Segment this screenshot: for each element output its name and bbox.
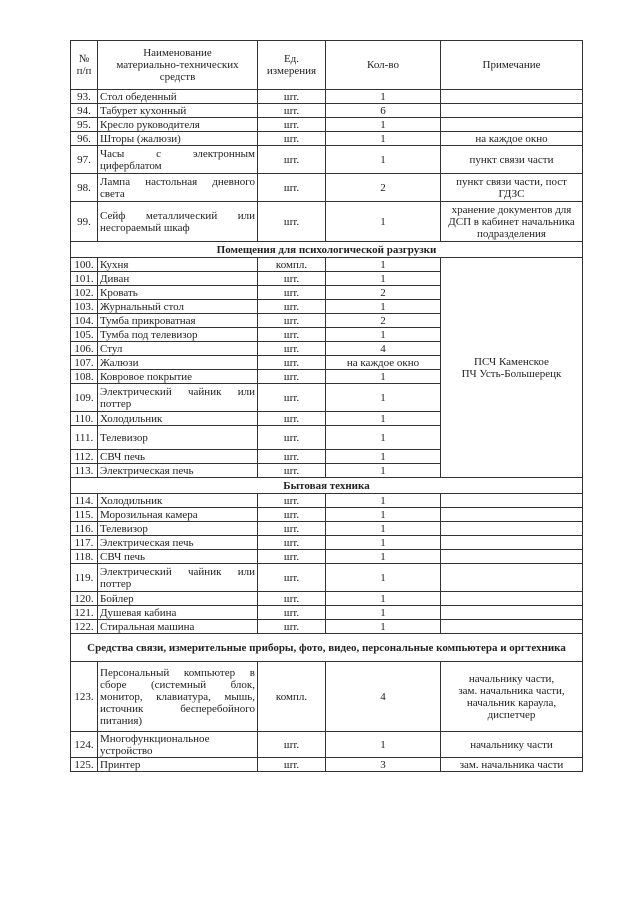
row-number: 111.: [71, 426, 98, 450]
table-header-row: [71, 41, 583, 90]
row-number: 121.: [71, 606, 98, 620]
equipment-table: [70, 40, 583, 772]
item-quantity: 1: [326, 732, 441, 758]
document-page: [70, 40, 582, 772]
item-note: [441, 606, 583, 620]
table-row: [71, 132, 583, 146]
item-quantity: 1: [326, 132, 441, 146]
item-name: Кровать: [98, 286, 258, 300]
row-number: 102.: [71, 286, 98, 300]
table-row: [71, 202, 583, 242]
item-unit: шт.: [258, 90, 326, 104]
item-quantity: 1: [326, 258, 441, 272]
row-number: 96.: [71, 132, 98, 146]
row-number: 100.: [71, 258, 98, 272]
row-number: 115.: [71, 508, 98, 522]
row-number: 103.: [71, 300, 98, 314]
item-unit: шт.: [258, 550, 326, 564]
section-row: [71, 242, 583, 258]
table-row: [71, 508, 583, 522]
section-title: Средства связи, измерительные приборы, фото, видео, персональные компьютера и оргтехника: [71, 634, 583, 662]
row-number: 119.: [71, 564, 98, 592]
row-number: 106.: [71, 342, 98, 356]
item-unit: шт.: [258, 758, 326, 772]
row-number: 110.: [71, 412, 98, 426]
item-note: ПСЧ Каменское ПЧ Усть-Большерецк: [441, 258, 583, 478]
table-row: [71, 758, 583, 772]
table-body: [71, 90, 583, 772]
item-quantity: 1: [326, 412, 441, 426]
item-note: [441, 508, 583, 522]
header-qty: Кол-во: [326, 41, 441, 90]
item-quantity: 1: [326, 300, 441, 314]
item-name: Тумба под телевизор: [98, 328, 258, 342]
item-name: Электрический чайник или поттер: [98, 564, 258, 592]
item-quantity: 6: [326, 104, 441, 118]
item-note: хранение документов для ДСП в кабинет начальника подразделения: [441, 202, 583, 242]
item-quantity: на каждое окно: [326, 356, 441, 370]
row-number: 123.: [71, 662, 98, 732]
item-name: Электрическая печь: [98, 464, 258, 478]
item-name: Тумба прикроватная: [98, 314, 258, 328]
item-unit: шт.: [258, 732, 326, 758]
item-unit: шт.: [258, 174, 326, 202]
row-number: 95.: [71, 118, 98, 132]
item-quantity: 1: [326, 494, 441, 508]
item-name: Табурет кухонный: [98, 104, 258, 118]
item-name: Бойлер: [98, 592, 258, 606]
item-quantity: 1: [326, 450, 441, 464]
row-number: 114.: [71, 494, 98, 508]
item-name: Холодильник: [98, 494, 258, 508]
item-quantity: 2: [326, 174, 441, 202]
item-note: [441, 104, 583, 118]
table-row: [71, 146, 583, 174]
item-unit: шт.: [258, 592, 326, 606]
row-number: 104.: [71, 314, 98, 328]
row-number: 120.: [71, 592, 98, 606]
row-number: 108.: [71, 370, 98, 384]
item-quantity: 1: [326, 384, 441, 412]
item-quantity: 1: [326, 272, 441, 286]
table-row: [71, 564, 583, 592]
item-note: [441, 522, 583, 536]
item-unit: шт.: [258, 564, 326, 592]
item-quantity: 1: [326, 620, 441, 634]
item-name: Кресло руководителя: [98, 118, 258, 132]
item-unit: компл.: [258, 662, 326, 732]
item-quantity: 1: [326, 146, 441, 174]
table-row: [71, 592, 583, 606]
item-quantity: 2: [326, 286, 441, 300]
item-unit: шт.: [258, 118, 326, 132]
row-number: 109.: [71, 384, 98, 412]
item-unit: шт.: [258, 522, 326, 536]
item-note: [441, 118, 583, 132]
section-row: [71, 478, 583, 494]
item-unit: шт.: [258, 370, 326, 384]
item-name: Шторы (жалюзи): [98, 132, 258, 146]
table-row: [71, 174, 583, 202]
section-title: Помещения для психологической разгрузки: [71, 242, 583, 258]
row-number: 94.: [71, 104, 98, 118]
item-unit: шт.: [258, 272, 326, 286]
item-unit: шт.: [258, 384, 326, 412]
item-quantity: 1: [326, 328, 441, 342]
item-unit: шт.: [258, 426, 326, 450]
item-quantity: 1: [326, 118, 441, 132]
item-unit: шт.: [258, 412, 326, 426]
item-name: Сейф металлический или несгораемый шкаф: [98, 202, 258, 242]
item-note: пункт связи части: [441, 146, 583, 174]
item-name: Принтер: [98, 758, 258, 772]
row-number: 97.: [71, 146, 98, 174]
item-name: Стол обеденный: [98, 90, 258, 104]
item-name: Холодильник: [98, 412, 258, 426]
item-name: Электрический чайник или поттер: [98, 384, 258, 412]
table-row: [71, 536, 583, 550]
item-quantity: 1: [326, 370, 441, 384]
item-name: Часы с электронным циферблатом: [98, 146, 258, 174]
row-number: 118.: [71, 550, 98, 564]
item-unit: шт.: [258, 104, 326, 118]
item-unit: шт.: [258, 620, 326, 634]
item-name: СВЧ печь: [98, 550, 258, 564]
item-unit: шт.: [258, 342, 326, 356]
table-row: [71, 550, 583, 564]
item-unit: шт.: [258, 132, 326, 146]
item-unit: шт.: [258, 314, 326, 328]
item-unit: шт.: [258, 606, 326, 620]
table-row: [71, 522, 583, 536]
item-name: Лампа настольная дневного света: [98, 174, 258, 202]
table-row: [71, 662, 583, 732]
row-number: 116.: [71, 522, 98, 536]
item-unit: шт.: [258, 464, 326, 478]
item-name: Диван: [98, 272, 258, 286]
item-name: Жалюзи: [98, 356, 258, 370]
item-name: Персональный компьютер в сборе (системный блок, монитор, клавиатура, мышь, источник бесперебойного питания): [98, 662, 258, 732]
row-number: 124.: [71, 732, 98, 758]
item-quantity: 1: [326, 592, 441, 606]
row-number: 99.: [71, 202, 98, 242]
item-name: Телевизор: [98, 522, 258, 536]
table-row: [71, 90, 583, 104]
header-name: Наименование материально-технических средств: [98, 41, 258, 90]
item-note: на каждое окно: [441, 132, 583, 146]
row-number: 93.: [71, 90, 98, 104]
item-note: пункт связи части, пост ГДЗС: [441, 174, 583, 202]
table-row: [71, 620, 583, 634]
item-quantity: 1: [326, 202, 441, 242]
item-note: [441, 494, 583, 508]
item-name: Телевизор: [98, 426, 258, 450]
item-note: зам. начальника части: [441, 758, 583, 772]
row-number: 105.: [71, 328, 98, 342]
item-unit: компл.: [258, 258, 326, 272]
item-unit: шт.: [258, 508, 326, 522]
header-unit: Ед. измерения: [258, 41, 326, 90]
item-note: [441, 564, 583, 592]
section-title: Бытовая техника: [71, 478, 583, 494]
item-unit: шт.: [258, 328, 326, 342]
item-quantity: 1: [326, 508, 441, 522]
item-note: [441, 550, 583, 564]
row-number: 98.: [71, 174, 98, 202]
table-row: [71, 606, 583, 620]
row-number: 107.: [71, 356, 98, 370]
item-name: СВЧ печь: [98, 450, 258, 464]
item-quantity: 1: [326, 464, 441, 478]
item-name: Морозильная камера: [98, 508, 258, 522]
item-note: [441, 620, 583, 634]
row-number: 113.: [71, 464, 98, 478]
table-row: [71, 118, 583, 132]
item-note: начальнику части: [441, 732, 583, 758]
item-unit: шт.: [258, 286, 326, 300]
item-unit: шт.: [258, 146, 326, 174]
row-number: 101.: [71, 272, 98, 286]
item-name: Журнальный стол: [98, 300, 258, 314]
row-number: 125.: [71, 758, 98, 772]
item-unit: шт.: [258, 202, 326, 242]
item-quantity: 1: [326, 606, 441, 620]
item-quantity: 4: [326, 342, 441, 356]
item-note: [441, 90, 583, 104]
item-quantity: 2: [326, 314, 441, 328]
item-name: Многофункциональное устройство: [98, 732, 258, 758]
item-unit: шт.: [258, 494, 326, 508]
row-number: 122.: [71, 620, 98, 634]
header-num: № п/п: [71, 41, 98, 90]
item-quantity: 1: [326, 426, 441, 450]
item-unit: шт.: [258, 450, 326, 464]
header-note: Примечание: [441, 41, 583, 90]
item-quantity: 1: [326, 550, 441, 564]
item-note: [441, 536, 583, 550]
item-note: начальнику части, зам. начальника части, начальник караула, диспетчер: [441, 662, 583, 732]
item-quantity: 1: [326, 90, 441, 104]
section-row: [71, 634, 583, 662]
item-quantity: 1: [326, 564, 441, 592]
item-unit: шт.: [258, 356, 326, 370]
row-number: 112.: [71, 450, 98, 464]
item-quantity: 1: [326, 536, 441, 550]
item-quantity: 1: [326, 522, 441, 536]
item-name: Ковровое покрытие: [98, 370, 258, 384]
item-name: Душевая кабина: [98, 606, 258, 620]
item-name: Стиральная машина: [98, 620, 258, 634]
item-unit: шт.: [258, 536, 326, 550]
item-quantity: 4: [326, 662, 441, 732]
table-row: [71, 258, 583, 272]
item-note: [441, 592, 583, 606]
row-number: 117.: [71, 536, 98, 550]
table-row: [71, 732, 583, 758]
item-quantity: 3: [326, 758, 441, 772]
item-name: Электрическая печь: [98, 536, 258, 550]
item-unit: шт.: [258, 300, 326, 314]
table-row: [71, 104, 583, 118]
item-name: Кухня: [98, 258, 258, 272]
item-name: Стул: [98, 342, 258, 356]
table-row: [71, 494, 583, 508]
